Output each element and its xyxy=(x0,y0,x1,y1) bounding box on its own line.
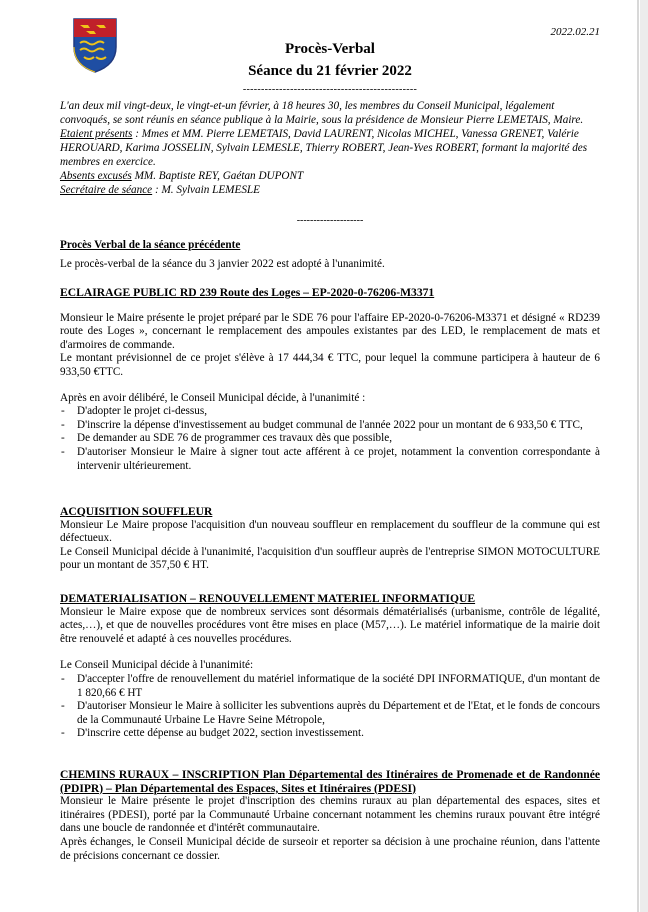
list-item: - D'accepter l'offre de renouvellement du matériel informatique de la société DPI INFORMATIQUE, d'un montant de 1 820,66 € HT xyxy=(60,673,600,700)
meeting-title: Séance du 21 février 2022 xyxy=(248,63,412,79)
title-separator: ------------------------------------------------ xyxy=(242,84,418,95)
section-paragraph: Le Conseil Municipal décide à l'unanimité: xyxy=(60,659,254,672)
intro-absent xyxy=(60,169,600,183)
intro-separator: -------------------- xyxy=(296,215,364,226)
section-heading: DEMATERIALISATION – RENOUVELLEMENT MATERIEL INFORMATIQUE xyxy=(60,592,476,605)
present-text: : Mmes et MM. Pierre LEMETAIS, David LAURENT, Nicolas MICHEL, Vanessa GRENET, Valérie HEROUARD, Karima JOSSELIN, Sylvain LEMESLE, Thierry ROBERT, Jean-Yves ROBERT, formant la majorité des membres en exercice. xyxy=(60,128,588,168)
section-paragraph: Le Conseil Municipal décide à l'unanimité, l'acquisition d'un souffleur auprès de l'entreprise SIMON MOTOCULTURE pour un montant de 357,50 € HT. xyxy=(60,545,600,572)
intro-opening: L'an deux mil vingt-deux, le vingt-et-un février, à 18 heures 30, les membres du Conseil Municipal, légalement convoqués, se sont réunis en séance publique à la Mairie, sous la présidence de Monsieur Pierre LEMETAIS, Maire. xyxy=(60,100,584,126)
intro-block xyxy=(60,99,600,197)
section-paragraph: Le montant prévisionnel de ce projet s'élève à 17 444,34 € TTC, pour lequel la commune participera à hauteur de 6 933,50 €TTC. xyxy=(60,352,600,378)
section-text: Le procès-verbal de la séance du 3 janvier 2022 est adopté à l'unanimité. xyxy=(60,257,385,270)
secretary-text: : M. Sylvain LEMESLE xyxy=(152,184,260,196)
list-item: - D'adopter le projet ci-dessus, xyxy=(60,405,600,419)
section-informatique xyxy=(60,592,600,741)
section-souffleur xyxy=(60,505,600,573)
list-item: - D'inscrire la dépense d'investissement au budget communal de l'année 2022 pour un montant de 6 933,50 € TTC, xyxy=(60,419,600,433)
section-heading: CHEMINS RURAUX – INSCRIPTION Plan Départemental des Itinéraires de Promenade et de Randonnée (PDIPR) – Plan Départemental des Espaces, Sites et Itinéraires (PDESI) xyxy=(60,768,600,795)
section-heading: ACQUISITION SOUFFLEUR xyxy=(60,505,213,518)
section-paragraph: Monsieur le Maire expose que de nombreux services sont désormais dématérialisés (urbanisme, contrôle de légalité, actes,…), et que de nouvelles procédures vont être mises en place (M57,…). Le matériel informatique de la mairie doit être renouvelé et adapté à ces nouvelles procédures. xyxy=(60,605,600,645)
page-edge-shadow xyxy=(640,0,648,912)
secretary-label: Secrétaire de séance xyxy=(60,184,153,196)
page-edge xyxy=(637,0,639,912)
section-paragraph: Monsieur le Maire présente le projet préparé par le SDE 76 pour l'affaire EP-2020-0-76206-M3371 et désigné « RD239 route des Loges », concernant le remplacement des ampoules existantes par des LED, le remplacement de mats et d'armoires de commande. xyxy=(60,311,600,351)
section-heading: Procès Verbal de la séance précédente xyxy=(60,239,241,251)
absent-text: MM. Baptiste REY, Gaétan DUPONT xyxy=(131,170,304,182)
section-paragraph: Après échanges, le Conseil Municipal décide de surseoir et reporter sa décision à une prochaine réunion, dans l'attente de précisions concernant ce dossier. xyxy=(60,835,600,862)
document-title: Procès-Verbal xyxy=(285,41,375,57)
list-item: - D'autoriser Monsieur le Maire à signer tout acte afférent à ce projet, notamment la convention correspondante à intervenir ultérieurement. xyxy=(60,446,600,473)
intro-present xyxy=(60,127,600,169)
list-item: - D'autoriser Monsieur le Maire à solliciter les subventions auprès du Département et de l'Etat, et le fonds de concours de la Communauté Urbaine Le Havre Seine Métropole, xyxy=(60,700,600,727)
section-pv xyxy=(60,239,600,271)
section-heading: ECLAIRAGE PUBLIC RD 239 Route des Loges – EP-2020-0-76206-M3371 xyxy=(60,286,435,299)
intro-secretary xyxy=(60,183,600,197)
absent-label: Absents excusés xyxy=(60,170,132,182)
section-paragraph: Monsieur le Maire présente le projet d'inscription des chemins ruraux au plan départemental des espaces, sites et itinéraires (PDESI), porté par la Communauté Urbaine concernant notamment les chemins ruraux pouvant être intégré dans une boucle de randonnée et d'intérêt communautaire. xyxy=(60,795,600,835)
section-paragraph: Après en avoir délibéré, le Conseil Municipal décide, à l'unanimité : xyxy=(60,391,366,404)
list-item: - De demander au SDE 76 de programmer ces travaux dès que possible, xyxy=(60,432,600,446)
document-date: 2022.02.21 xyxy=(550,26,600,38)
section-paragraph: Monsieur Le Maire propose l'acquisition d'un nouveau souffleur en remplacement du souffleur de la commune qui est défectueux. xyxy=(60,518,600,545)
present-label: Etaient présents xyxy=(60,128,133,140)
section-eclairage xyxy=(60,286,600,473)
section-chemins xyxy=(60,768,600,863)
list-item: - D'inscrire cette dépense au budget 2022, section investissement. xyxy=(60,727,600,741)
